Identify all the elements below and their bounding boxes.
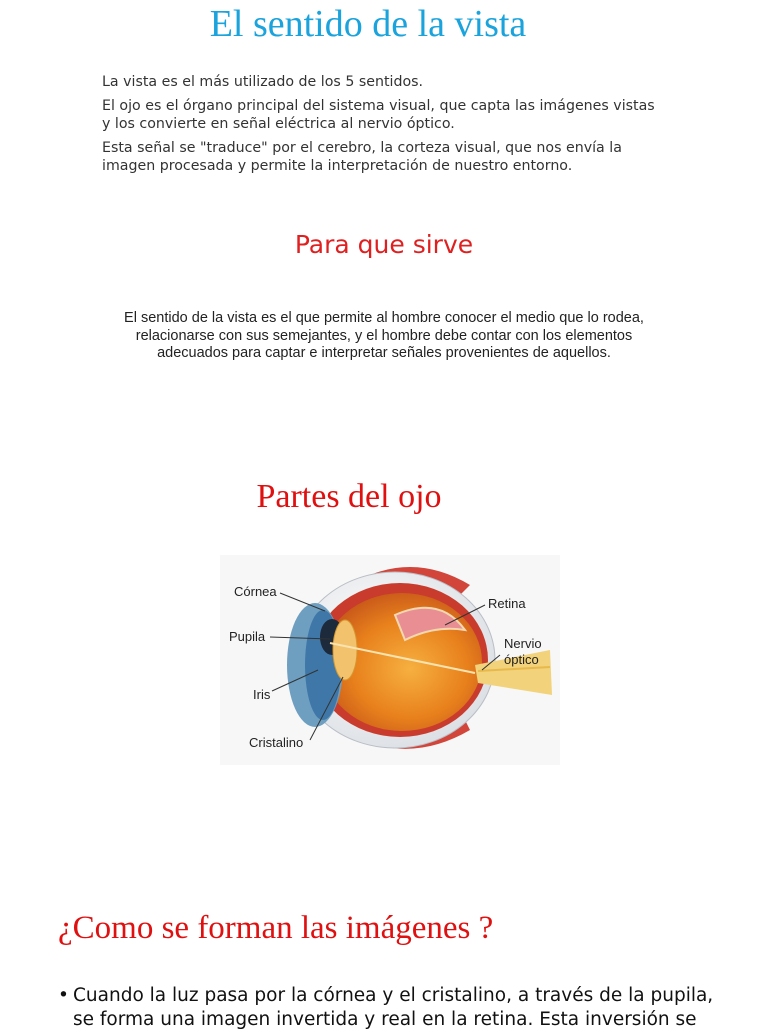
- bullet-list: [58, 984, 738, 1032]
- para-que-sirve-text: El sentido de la vista es el que permite al hombre conocer el medio que lo rodea, relacionarse con sus semejantes, y el hombre debe contar con los elementos adecuados para captar e interpretar señales provenientes de aquellos.: [124, 310, 644, 361]
- label-pupila: Pupila: [229, 629, 266, 644]
- label-optico: óptico: [504, 652, 539, 667]
- intro-paragraph: El ojo es el órgano principal del sistema visual, que capta las imágenes vistas y los convierte en señal eléctrica al nervio óptico.: [102, 98, 655, 132]
- label-retina: Retina: [488, 596, 526, 611]
- bullet-text: Cuando la luz pasa por la córnea y el cristalino, a través de la pupila, se forma una imagen invertida y real en la retina. Esta inversión se: [73, 985, 714, 1030]
- eye-diagram: [220, 555, 560, 765]
- intro-section: [102, 73, 662, 181]
- section-heading-para-que-sirve: Para que sirve: [294, 230, 474, 259]
- label-iris: Iris: [253, 687, 271, 702]
- label-nervio: Nervio: [504, 636, 542, 651]
- page-title: El sentido de la vista: [209, 3, 527, 45]
- list-item: [58, 984, 738, 1032]
- section-heading-partes-del-ojo: Partes del ojo: [256, 478, 442, 515]
- intro-paragraph: Esta señal se "traduce" por el cerebro, la corteza visual, que nos envía la imagen procesada y permite la interpretación de nuestro entorno.: [102, 140, 622, 174]
- lens-shape: [333, 620, 357, 680]
- section-heading-como-se-forman: ¿Como se forman las imágenes ?: [58, 910, 494, 946]
- intro-paragraph: La vista es el más utilizado de los 5 sentidos.: [102, 74, 424, 90]
- bullet-dot: •: [58, 985, 69, 1006]
- label-cristalino: Cristalino: [249, 735, 304, 750]
- label-cornea: Córnea: [234, 584, 277, 599]
